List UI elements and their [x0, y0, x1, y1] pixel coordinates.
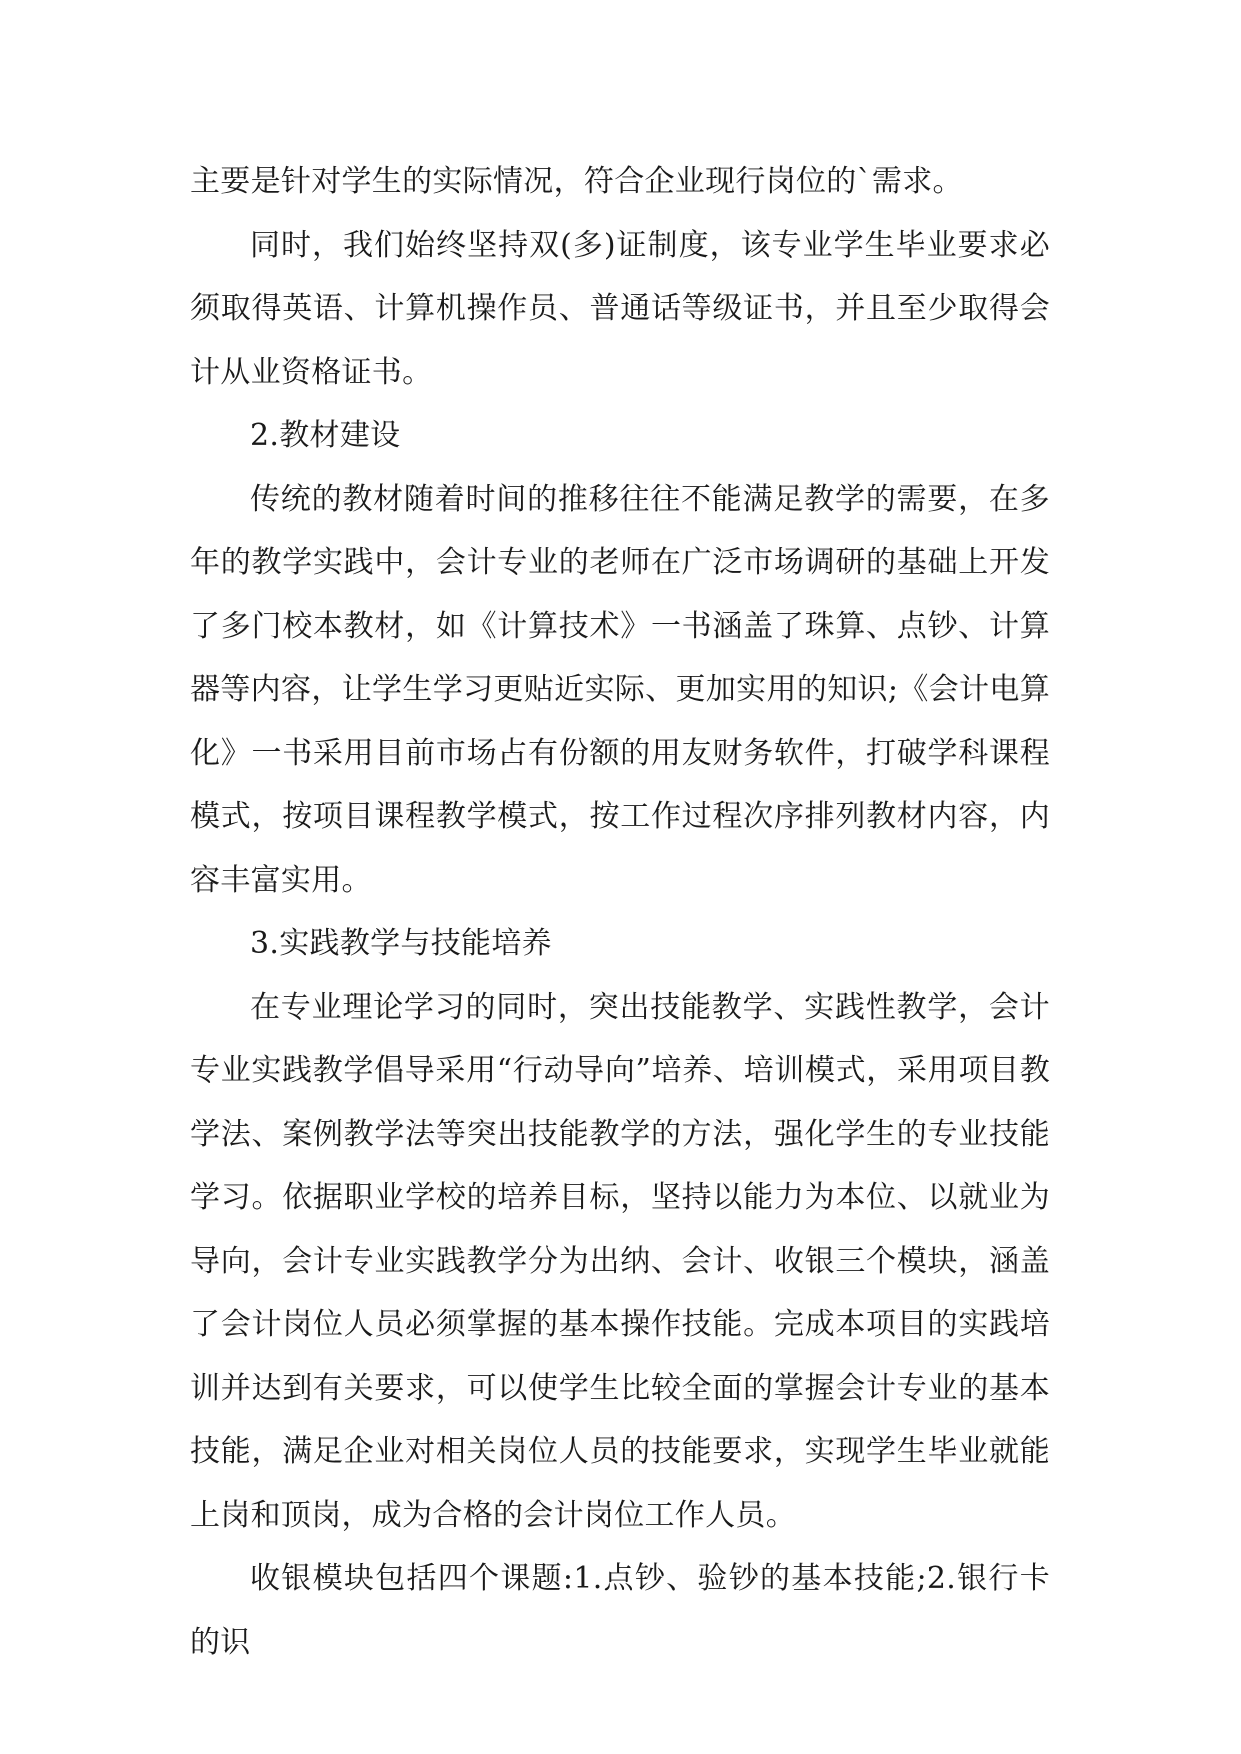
paragraph-practice: 在专业理论学习的同时，突出技能教学、实践性教学，会计专业实践教学倡导采用“行动导向”培养、培训模式，采用项目教学法、案例教学法等突出技能教学的方法，强化学生的专业技能学习。依据职业学校的培养目标，坚持以能力为本位、以就业为导向，会计专业实践教学分为出纳、会计、收银三个模块，涵盖了会计岗位人员必须掌握的基本操作技能。完成本项目的实践培训并达到有关要求，可以使学生比较全面的掌握会计专业的基本技能，满足企业对相关岗位人员的技能要求，实现学生毕业就能上岗和顶岗，成为合格的会计岗位工作人员。 [190, 989, 1050, 1533]
paragraph-textbook: 传统的教材随着时间的推移往往不能满足教学的需要，在多年的教学实践中，会计专业的老师在广泛市场调研的基础上开发了多门校本教材，如《计算技术》一书涵盖了珠算、点钞、计算器等内容，让学生学习更贴近实际、更加实用的知识;《会计电算化》一书采用目前市场占有份额的用友财务软件，打破学科课程模式，按项目课程教学模式，按工作过程次序排列教材内容，内容丰富实用。 [190, 481, 1050, 898]
paragraph-continuation: 主要是针对学生的实际情况，符合企业现行岗位的`需求。 [190, 164, 963, 199]
section-heading-practice: 3.实践教学与技能培养 [250, 926, 552, 961]
paragraph-certificates: 同时，我们始终坚持双(多)证制度，该专业学生毕业要求必须取得英语、计算机操作员、普通话等级证书，并且至少取得会计从业资格证书。 [190, 227, 1050, 390]
document-page [190, 150, 1050, 1674]
section-heading-textbook: 2.教材建设 [250, 418, 401, 453]
paragraph-cashier-module: 收银模块包括四个课题:1.点钞、验钞的基本技能;2.银行卡的识 [190, 1561, 1050, 1660]
